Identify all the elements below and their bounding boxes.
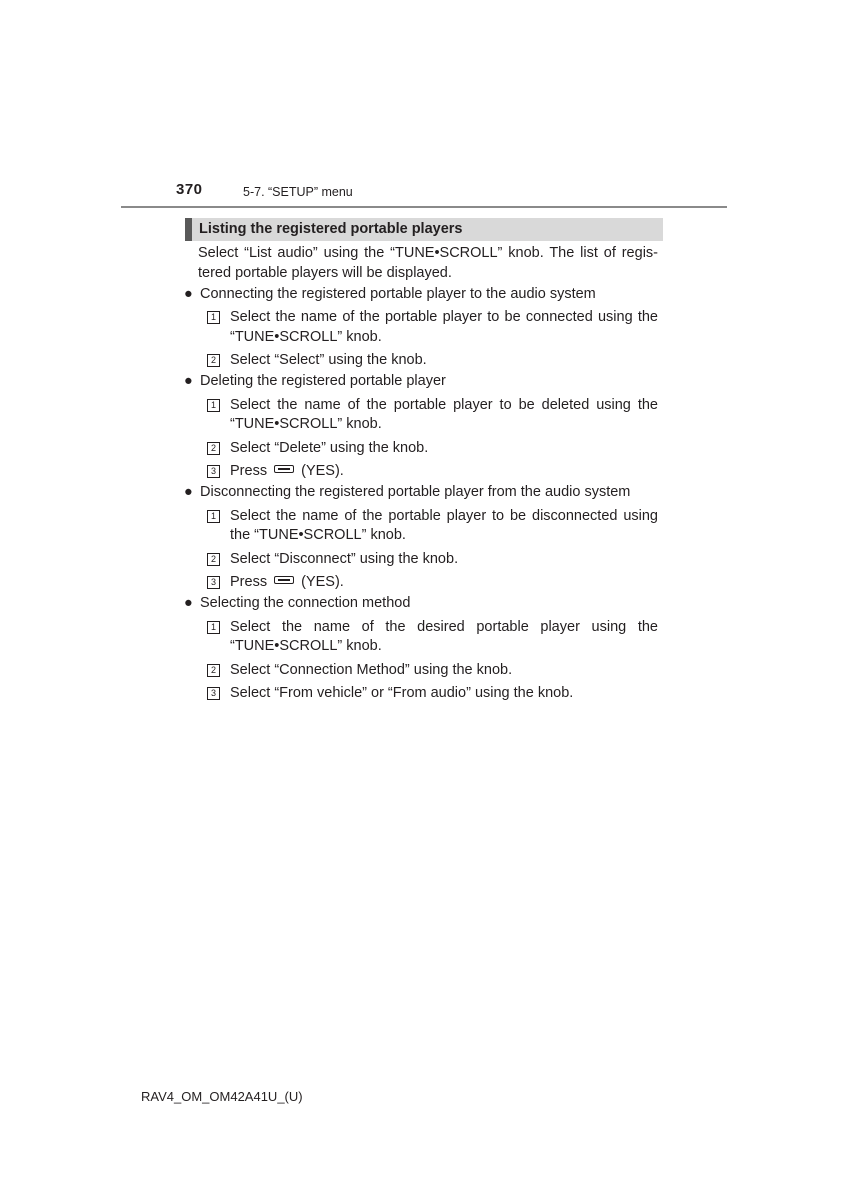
step-text: Select “Connection Method” using the knob. (230, 661, 513, 678)
step-item (198, 573, 658, 593)
step-item (198, 308, 658, 347)
subheading: Listing the registered portable players (199, 221, 463, 237)
bullet-title: Connecting the registered portable player to the audio system (200, 285, 596, 302)
black-circle-bullet-icon: ● (184, 373, 193, 389)
step-number: 2 (207, 354, 220, 367)
step-text: Select the name of the desired portable player using the “TUNE•SCROLL” knob. (230, 618, 658, 654)
header-divider (121, 206, 727, 208)
step-item (198, 462, 658, 482)
step-item (198, 684, 658, 704)
intro-paragraph: Select “List audio” using the “TUNE•SCROLL” knob. The list of regis-tered portable players will be displayed. (198, 245, 658, 281)
step-text-pre: Press (230, 463, 268, 479)
bullet-item (184, 372, 658, 392)
page-header (0, 0, 848, 210)
step-text: Select “Delete” using the knob. (230, 439, 429, 456)
step-text-pre: Press (230, 574, 268, 590)
step-text: Select “Disconnect” using the knob. (230, 550, 459, 567)
step-item (198, 351, 658, 371)
step-text: Select the name of the portable player to be deleted using the “TUNE•SCROLL” knob. (230, 396, 658, 432)
bullet-item (184, 483, 658, 503)
step-number: 1 (207, 311, 220, 324)
step-text: Select the name of the portable player to be connected using the “TUNE•SCROLL” knob. (230, 309, 658, 345)
step-text-post: (YES). (301, 574, 344, 590)
step-item (198, 661, 658, 681)
step-number: 1 (207, 510, 220, 523)
yes-button-icon (274, 576, 294, 584)
black-circle-bullet-icon: ● (184, 595, 193, 611)
step-item (198, 439, 658, 459)
step-item (198, 507, 658, 546)
step-number: 2 (207, 442, 220, 455)
subheading-bar (185, 218, 663, 241)
step-number: 3 (207, 465, 220, 478)
step-text: Select “Select” using the knob. (230, 352, 427, 368)
step-item (198, 550, 658, 570)
step-item (198, 618, 658, 657)
step-number: 1 (207, 399, 220, 412)
step-number: 3 (207, 576, 220, 589)
step-text: Select “From vehicle” or “From audio” using the knob. (230, 685, 574, 701)
step-number: 1 (207, 621, 220, 634)
step-number: 2 (207, 664, 220, 677)
bullet-item (184, 285, 658, 305)
black-circle-bullet-icon: ● (184, 484, 193, 500)
step-text: Select the name of the portable player to be disconnected using the “TUNE•SCROLL” knob. (230, 507, 658, 543)
step-text-post: (YES). (301, 463, 344, 479)
bullet-title: Disconnecting the registered portable player from the audio system (200, 484, 631, 500)
bullet-item (184, 594, 658, 614)
yes-button-icon (274, 465, 294, 473)
content (184, 244, 658, 704)
page-number: 370 (176, 181, 203, 198)
footer-document-code: RAV4_OM_OM42A41U_(U) (141, 1089, 303, 1104)
step-item (198, 396, 658, 435)
section-title: 5-7. “SETUP” menu (243, 185, 353, 199)
step-number: 2 (207, 553, 220, 566)
step-number: 3 (207, 687, 220, 700)
bullet-title: Selecting the connection method (200, 595, 411, 611)
black-circle-bullet-icon: ● (184, 285, 193, 302)
bullet-title: Deleting the registered portable player (200, 373, 446, 389)
